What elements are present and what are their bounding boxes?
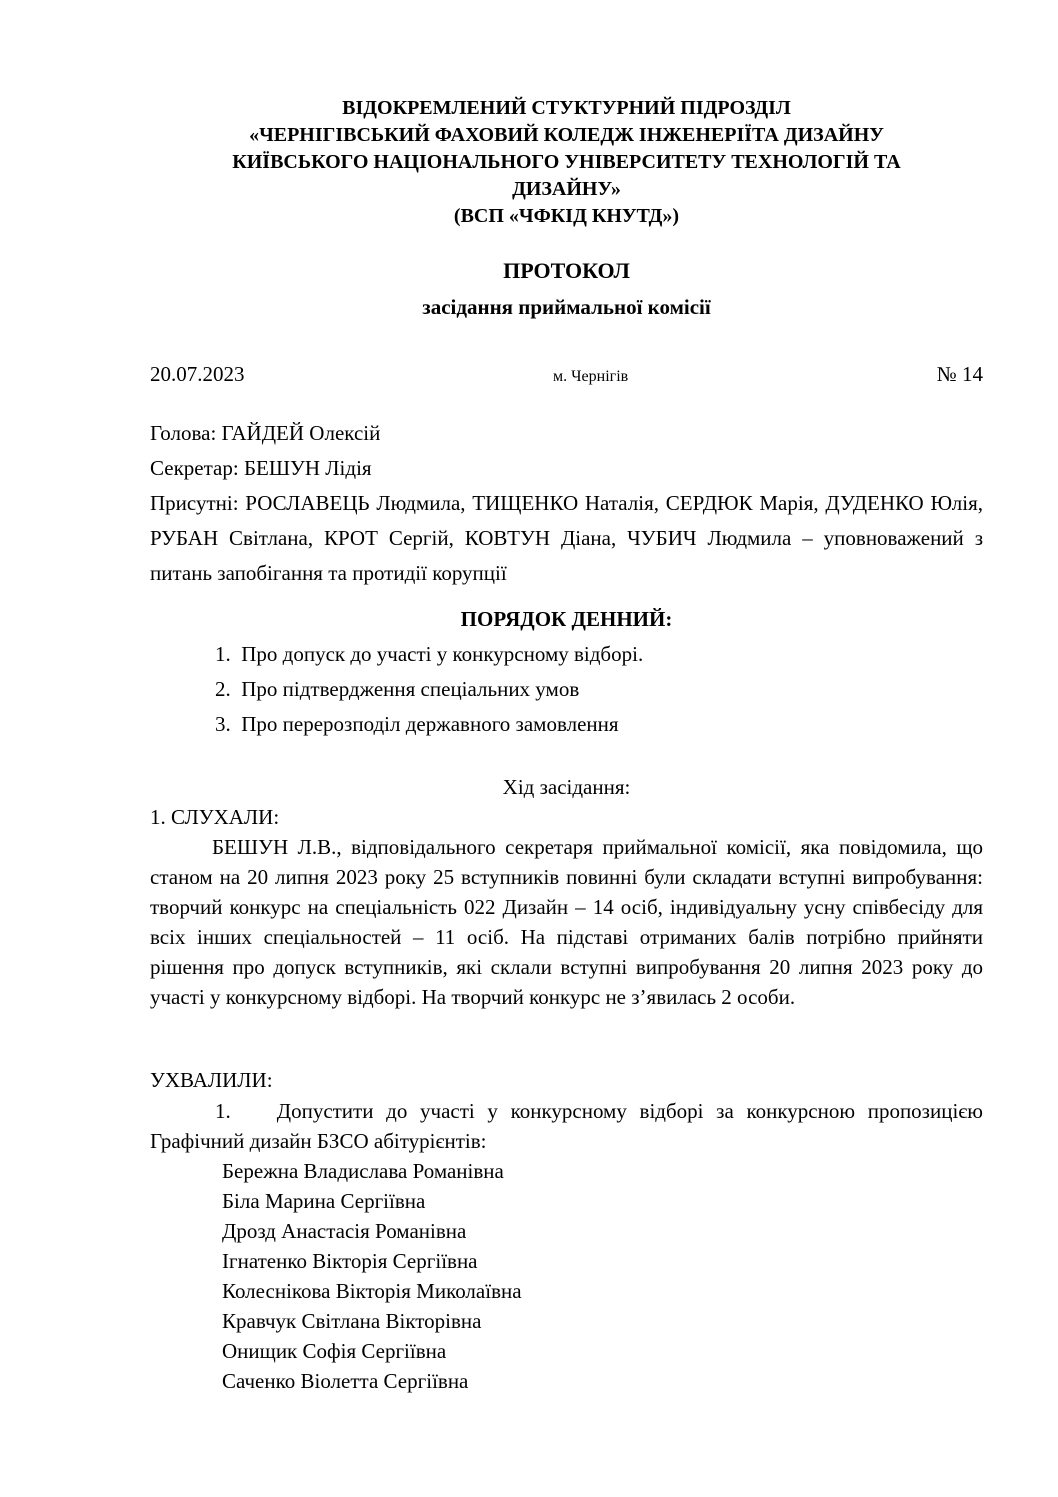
admitted-name: Біла Марина Сергіївна — [222, 1189, 426, 1213]
resolved-item — [150, 1096, 983, 1156]
org-name-line: ВІДОКРЕМЛЕНИЙ СТУКТУРНИЙ ПІДРОЗДІЛ — [342, 97, 791, 119]
agenda-title: ПОРЯДОК ДЕННИЙ: — [460, 607, 673, 631]
admitted-name: Колеснікова Вікторія Миколаївна — [222, 1279, 522, 1303]
admitted-name: Онищик Софія Сергіївна — [222, 1339, 447, 1363]
admitted-name: Ігнатенко Вікторія Сергіївна — [222, 1249, 478, 1273]
admitted-list — [222, 1156, 983, 1396]
doc-subtitle: засідання приймальної комісії — [422, 295, 711, 319]
admitted-name: Дрозд Анастасія Романівна — [222, 1219, 467, 1243]
chair-line: Голова: ГАЙДЕЙ Олексій — [150, 421, 381, 445]
admitted-name: Саченко Віолетта Сергіївна — [222, 1369, 469, 1393]
resolved-heading: УХВАЛИЛИ: — [150, 1068, 273, 1092]
org-name-line: (ВСП «ЧФКІД КНУТД») — [453, 205, 680, 227]
org-header — [150, 95, 983, 230]
protocol-number: № 14 — [936, 362, 983, 386]
meeting-date: 20.07.2023 — [150, 362, 245, 386]
doc-type-title: ПРОТОКОЛ — [503, 258, 630, 283]
meeting-place: м. Чернігів — [553, 368, 629, 385]
heard-heading: 1. СЛУХАЛИ: — [150, 805, 280, 829]
org-name-line: ДИЗАЙНУ» — [512, 178, 621, 200]
participants-block — [150, 416, 983, 591]
resolved-item-number: 1. — [215, 1099, 231, 1123]
present-paragraph: Присутні: РОСЛАВЕЦЬ Людмила, ТИЩЕНКО Наталія, СЕРДЮК Марія, ДУДЕНКО Юлія, РУБАН Світлана, КРОТ Сергій, КОВТУН Діана, ЧУБИЧ Людмила – уповноважений з питань запобігання та протидії корупції — [150, 491, 983, 585]
secretary-line: Секретар: БЕШУН Лідія — [150, 456, 372, 480]
admitted-name: Кравчук Світлана Вікторівна — [222, 1309, 482, 1333]
proceedings-title: Хід засідання: — [502, 775, 631, 799]
org-name-line: КИЇВСЬКОГО НАЦІОНАЛЬНОГО УНІВЕРСИТЕТУ ТЕХНОЛОГІЙ ТА — [232, 151, 901, 173]
agenda-item: Про підтвердження спеціальних умов — [241, 677, 580, 701]
agenda-list — [215, 637, 983, 742]
org-name-line: «ЧЕРНІГІВСЬКИЙ ФАХОВИЙ КОЛЕДЖ ІНЖЕНЕРІЇТА ДИЗАЙНУ — [249, 124, 884, 146]
meta-row — [150, 361, 983, 390]
admitted-name: Бережна Владислава Романівна — [222, 1159, 504, 1183]
agenda-item: Про перерозподіл державного замовлення — [241, 712, 619, 736]
resolved-item-text: Допустити до участі у конкурсному відборі за конкурсною пропозицією Графічний дизайн БЗСО абітурієнтів: — [150, 1099, 983, 1153]
heard-paragraph: БЕШУН Л.В., відповідального секретаря приймальної комісії, яка повідомила, що станом на 20 липня 2023 року 25 вступників повинні були складати вступні випробування: творчий конкурс на спеціальність 022 Дизайн – 14 осіб, індивідуальну усну співбесіду для всіх інших спеціальностей – 11 осіб. На підставі отриманих балів потрібно прийняти рішення про допуск вступників, які склали вступні випробування 20 липня 2023 року до участі у конкурсному відборі. На творчий конкурс не з’явилась 2 особи. — [150, 835, 983, 1009]
agenda-item: Про допуск до участі у конкурсному відборі. — [241, 642, 644, 666]
